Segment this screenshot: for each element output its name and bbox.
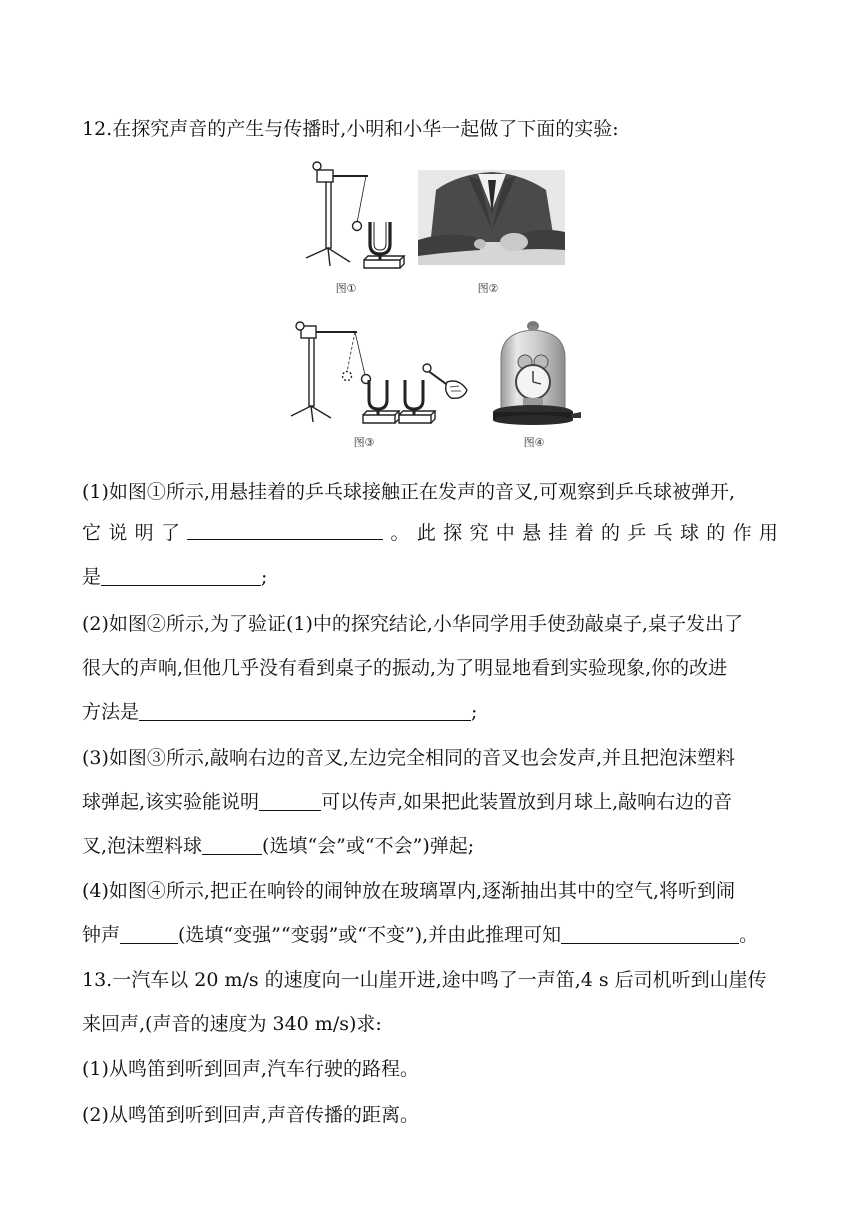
char: 。 [390, 522, 410, 544]
q12-p3-line3 [82, 832, 782, 860]
char: 用 [758, 522, 778, 544]
char: 作 [732, 522, 752, 544]
q12-p1-line1: (1)如图①所示,用悬挂着的乒乓球接触正在发声的音叉,可观察到乒乓球被弹开, [82, 481, 736, 503]
char: 此 [416, 522, 436, 544]
fig1-caption: 图① [335, 282, 357, 295]
char: 悬 [522, 522, 542, 544]
fig2-caption: 图② [477, 282, 499, 295]
answer-blank-1b[interactable] [101, 565, 261, 586]
q12-p2-line1: (2)如图②所示,为了验证(1)中的探究结论,小华同学用手使劲敲桌子,桌子发出了 [82, 613, 743, 635]
q13-line1: 13.一汽车以 20 m/s 的速度向一山崖开进,途中鸣了一声笛,4 s 后司机听到山崖传 [82, 969, 767, 991]
text: 可以传声,如果把此装置放到月球上,敲响右边的音 [321, 791, 733, 813]
char: 球 [679, 522, 699, 544]
q12-p1-line2 [82, 519, 778, 547]
answer-blank-3a[interactable] [259, 790, 321, 811]
text: 方法是 [82, 701, 140, 723]
char: 的 [601, 522, 621, 544]
char: 它 [82, 522, 102, 544]
q12-p2-line2: 很大的声响,但他几乎没有看到桌子的振动,为了明显地看到实验现象,你的改进 [82, 657, 728, 679]
tuning-fork-pendulum-illustration [300, 158, 410, 276]
q13-sub2: (2)从鸣笛到听到回声,声音传播的距离。 [82, 1104, 419, 1126]
q12-p4-line2 [82, 921, 782, 949]
fig4-caption: 图④ [523, 436, 545, 449]
answer-blank-3b[interactable] [202, 834, 262, 855]
char: 中 [495, 522, 515, 544]
q12-stem: 12.在探究声音的产生与传播时,小明和小华一起做了下面的实验: [82, 118, 619, 140]
q12-p1-line3 [82, 563, 782, 591]
char: 挂 [548, 522, 568, 544]
char: 乓 [653, 522, 673, 544]
char: 明 [134, 522, 154, 544]
text: 钟声 [82, 924, 121, 946]
q13-line2: 来回声,(声音的速度为 340 m/s)求: [82, 1013, 382, 1035]
resonance-tuning-forks-illustration [287, 320, 472, 432]
answer-blank-1a[interactable] [187, 519, 383, 540]
text: 是 [82, 566, 102, 588]
fig3-caption: 图③ [353, 436, 375, 449]
q12-p3-line2 [82, 788, 782, 816]
q13-sub1: (1)从鸣笛到听到回声,汽车行驶的路程。 [82, 1058, 419, 1080]
q12-p4-line1: (4)如图④所示,把正在响铃的闹钟放在玻璃罩内,逐渐抽出其中的空气,将听到闹 [82, 880, 736, 902]
answer-blank-4b[interactable] [561, 923, 739, 944]
bell-jar-alarm-clock-photo [487, 318, 582, 430]
answer-blank-2[interactable] [139, 700, 471, 721]
q12-p2-line3 [82, 698, 782, 726]
text: (选填“变强”“变弱”或“不变”),并由此推理可知 [178, 924, 562, 946]
char: 了 [160, 522, 180, 544]
text: 叉,泡沫塑料球 [82, 835, 203, 857]
text: ; [261, 566, 268, 588]
char: 的 [706, 522, 726, 544]
char: 探 [443, 522, 463, 544]
text: ; [471, 701, 478, 723]
knocking-table-photo [418, 170, 565, 265]
char: 着 [574, 522, 594, 544]
char: 说 [108, 522, 128, 544]
char: 乒 [627, 522, 647, 544]
answer-blank-4a[interactable] [120, 923, 178, 944]
q12-p3-line1: (3)如图③所示,敲响右边的音叉,左边完全相同的音叉也会发声,并且把泡沫塑料 [82, 747, 736, 769]
text: (选填“会”或“不会”)弹起; [262, 835, 475, 857]
char: 究 [469, 522, 489, 544]
text: 球弹起,该实验能说明 [82, 791, 260, 813]
text: 。 [739, 924, 759, 946]
